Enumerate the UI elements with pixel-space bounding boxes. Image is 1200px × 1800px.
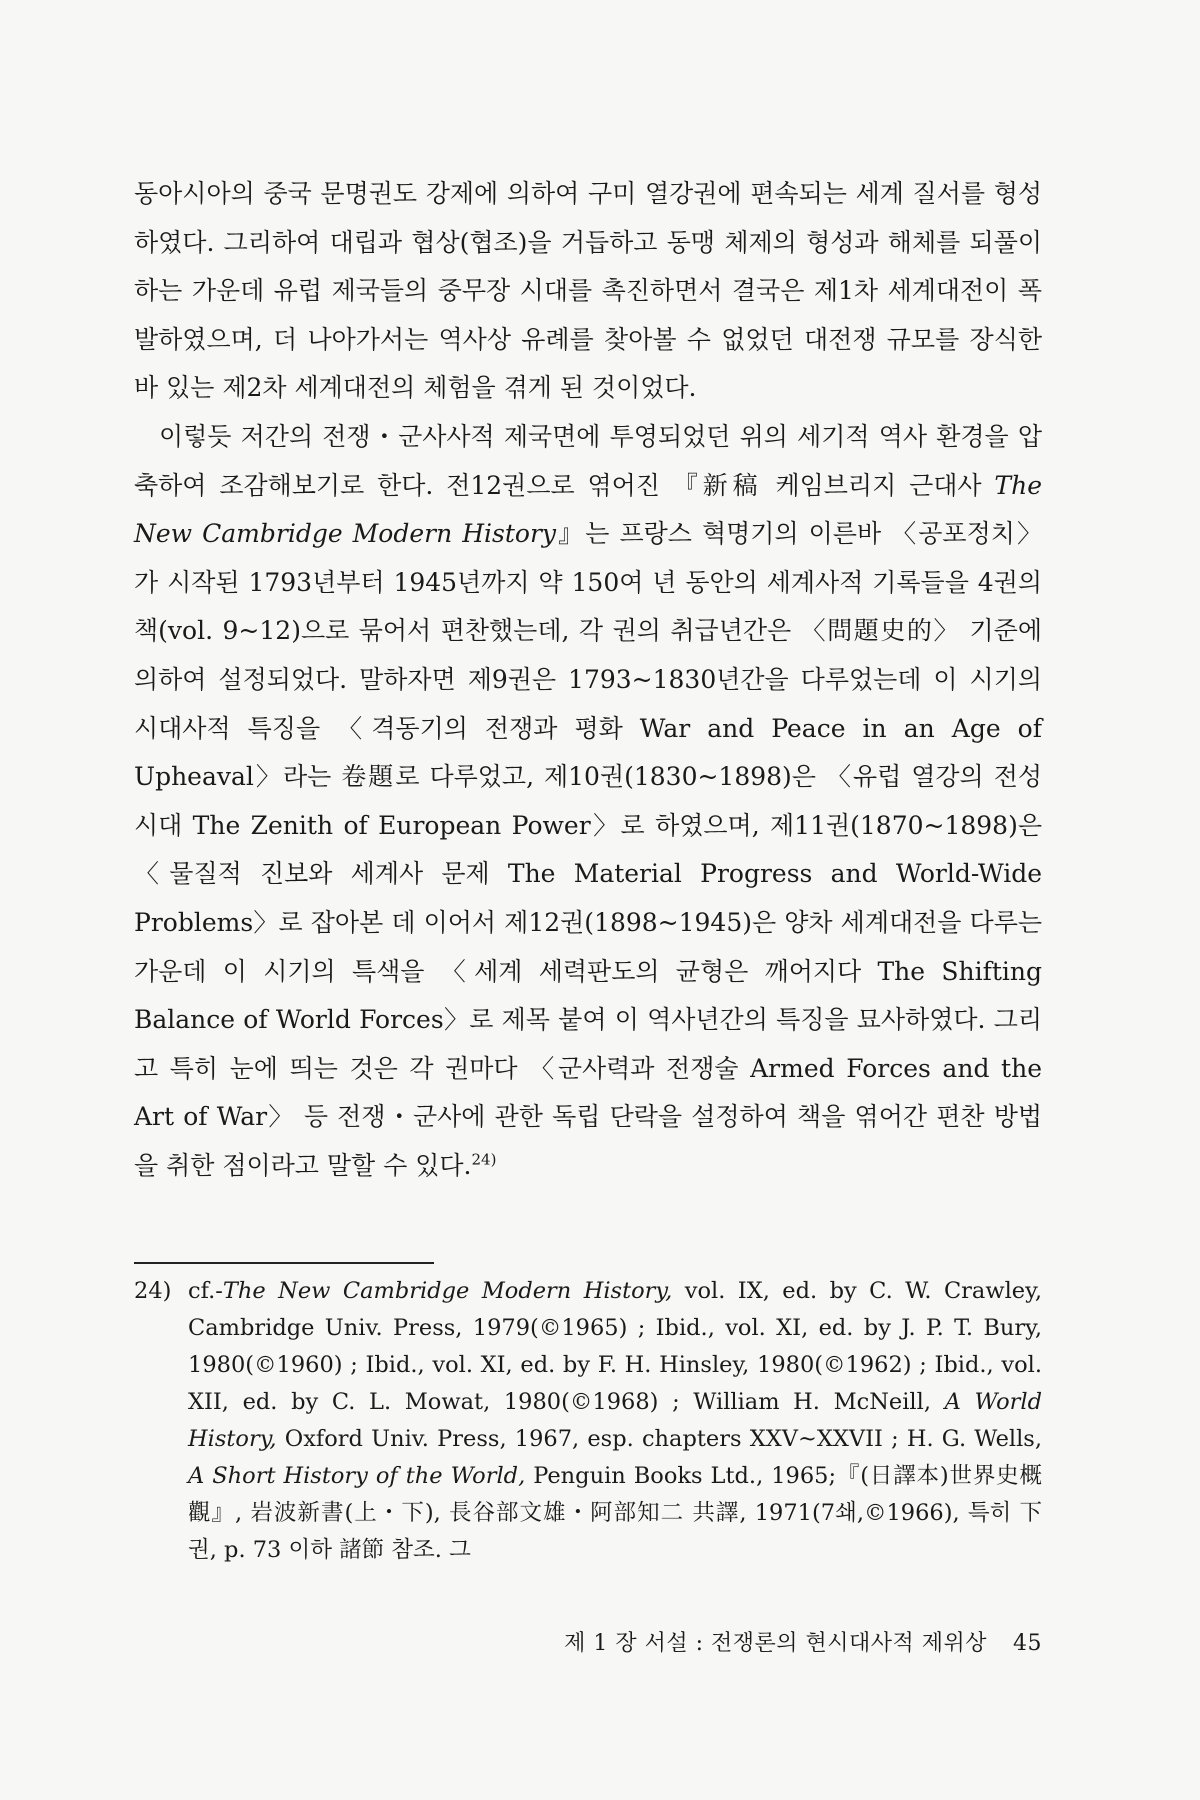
footnote-part-c: Oxford Univ. Press, 1967, esp. chapters XXV~XXVII ; H. G. Wells, (276, 1426, 1042, 1452)
footnote-part-a: cf.- (188, 1278, 223, 1304)
running-footer (564, 1626, 1042, 1657)
footnote-number: 24) (134, 1278, 172, 1304)
footnote-reference: 24) (471, 1150, 497, 1169)
chapter-title: 제 1 장 서설 : 전쟁론의 현시대사적 제위상 (564, 1631, 987, 1656)
main-text (134, 170, 1042, 1190)
footnote-title-3: A Short History of the World, (188, 1463, 526, 1489)
paragraph-1: 동아시아의 중국 문명권도 강제에 의하여 구미 열강권에 편속되는 세계 질서를 형성하였다. 그리하여 대립과 협상(협조)을 거듭하고 동맹 체제의 형성과 해체를 되풀이하는 가운데 유럽 제국들의 중무장 시대를 촉진하면서 결국은 제1차 세계대전이 폭발하였으며, 더 나아가서는 역사상 유례를 찾아볼 수 없었던 대전쟁 규모를 장식한 바 있는 제2차 세계대전의 체험을 겪게 된 것이었다. (134, 179, 1042, 403)
footnote-24 (134, 1273, 1042, 1569)
footnote-part-d: Penguin Books Ltd., 1965;『(日譯本)世界史概觀』, 岩波新書(上・下), 長谷部文雄・阿部知二 共譯, 1971(7쇄,©1966), 특히 下권, p. 73 이하 諸節 참조. 그 (188, 1463, 1042, 1563)
book-title: The New Cambridge Modern History (134, 470, 1042, 549)
page-number: 45 (1013, 1631, 1042, 1656)
footnote-text (188, 1273, 1042, 1569)
footnote-divider (134, 1262, 434, 1264)
footnote-title-1: The New Cambridge Modern History, (222, 1278, 673, 1304)
footnote-part-b: vol. IX, ed. by C. W. Crawley, Cambridge Univ. Press, 1979(©1965) ; Ibid., vol. XI, ed. by J. P. T. Bury, 1980(©1960) ; Ibid., vol. XI, ed. by F. H. Hinsley, 1980(©1962) ; Ibid., vol. XII, ed. by C. L. Mowat, 1980(©1968) ; William H. McNeill, (188, 1278, 1042, 1415)
footnotes (134, 1273, 1042, 1569)
footnote-title-2: A World History, (188, 1389, 1042, 1452)
paragraph-2-text-b: 』는 프랑스 혁명기의 이른바 〈공포정치〉가 시작된 1793년부터 1945년까지 약 150여 년 동안의 세계사적 기록들을 4권의 책(vol. 9~12)으로 묶어서 편찬했는데, 각 권의 취급년간은 〈問題史的〉 기준에 의하여 설정되었다. 말하자면 제9권은 1793~1830년간을 다루었는데 이 시기의 시대사적 특징을 〈격동기의 전쟁과 평화 War and Peace in an Age of Upheaval〉라는 卷題로 다루었고, 제10권(1830~1898)은 〈유럽 열강의 전성시대 The Zenith of European Power〉로 하였으며, 제11권(1870~1898)은 〈물질적 진보와 세계사 문제 The Material Progress and World-Wide Problems〉로 잡아본 데 이어서 제12권(1898~1945)은 양차 세계대전을 다루는 가운데 이 시기의 특색을 〈세계 세력판도의 균형은 깨어지다 The Shifting Balance of World Forces〉로 제목 붙여 이 역사년간의 특징을 묘사하였다. 그리고 특히 눈에 띄는 것은 각 권마다 〈군사력과 전쟁술 Armed Forces and the Art of War〉 등 전쟁・군사에 관한 독립 단락을 설정하여 책을 엮어간 편찬 방법을 취한 점이라고 말할 수 있다. (134, 519, 1042, 1180)
paragraph-2 (134, 413, 1042, 1191)
paragraph-2-text-a: 이렇듯 저간의 전쟁・군사사적 제국면에 투영되었던 위의 세기적 역사 환경을 압축하여 조감해보기로 한다. 전12권으로 엮어진 『新稿 케임브리지 근대사 (134, 421, 1042, 500)
